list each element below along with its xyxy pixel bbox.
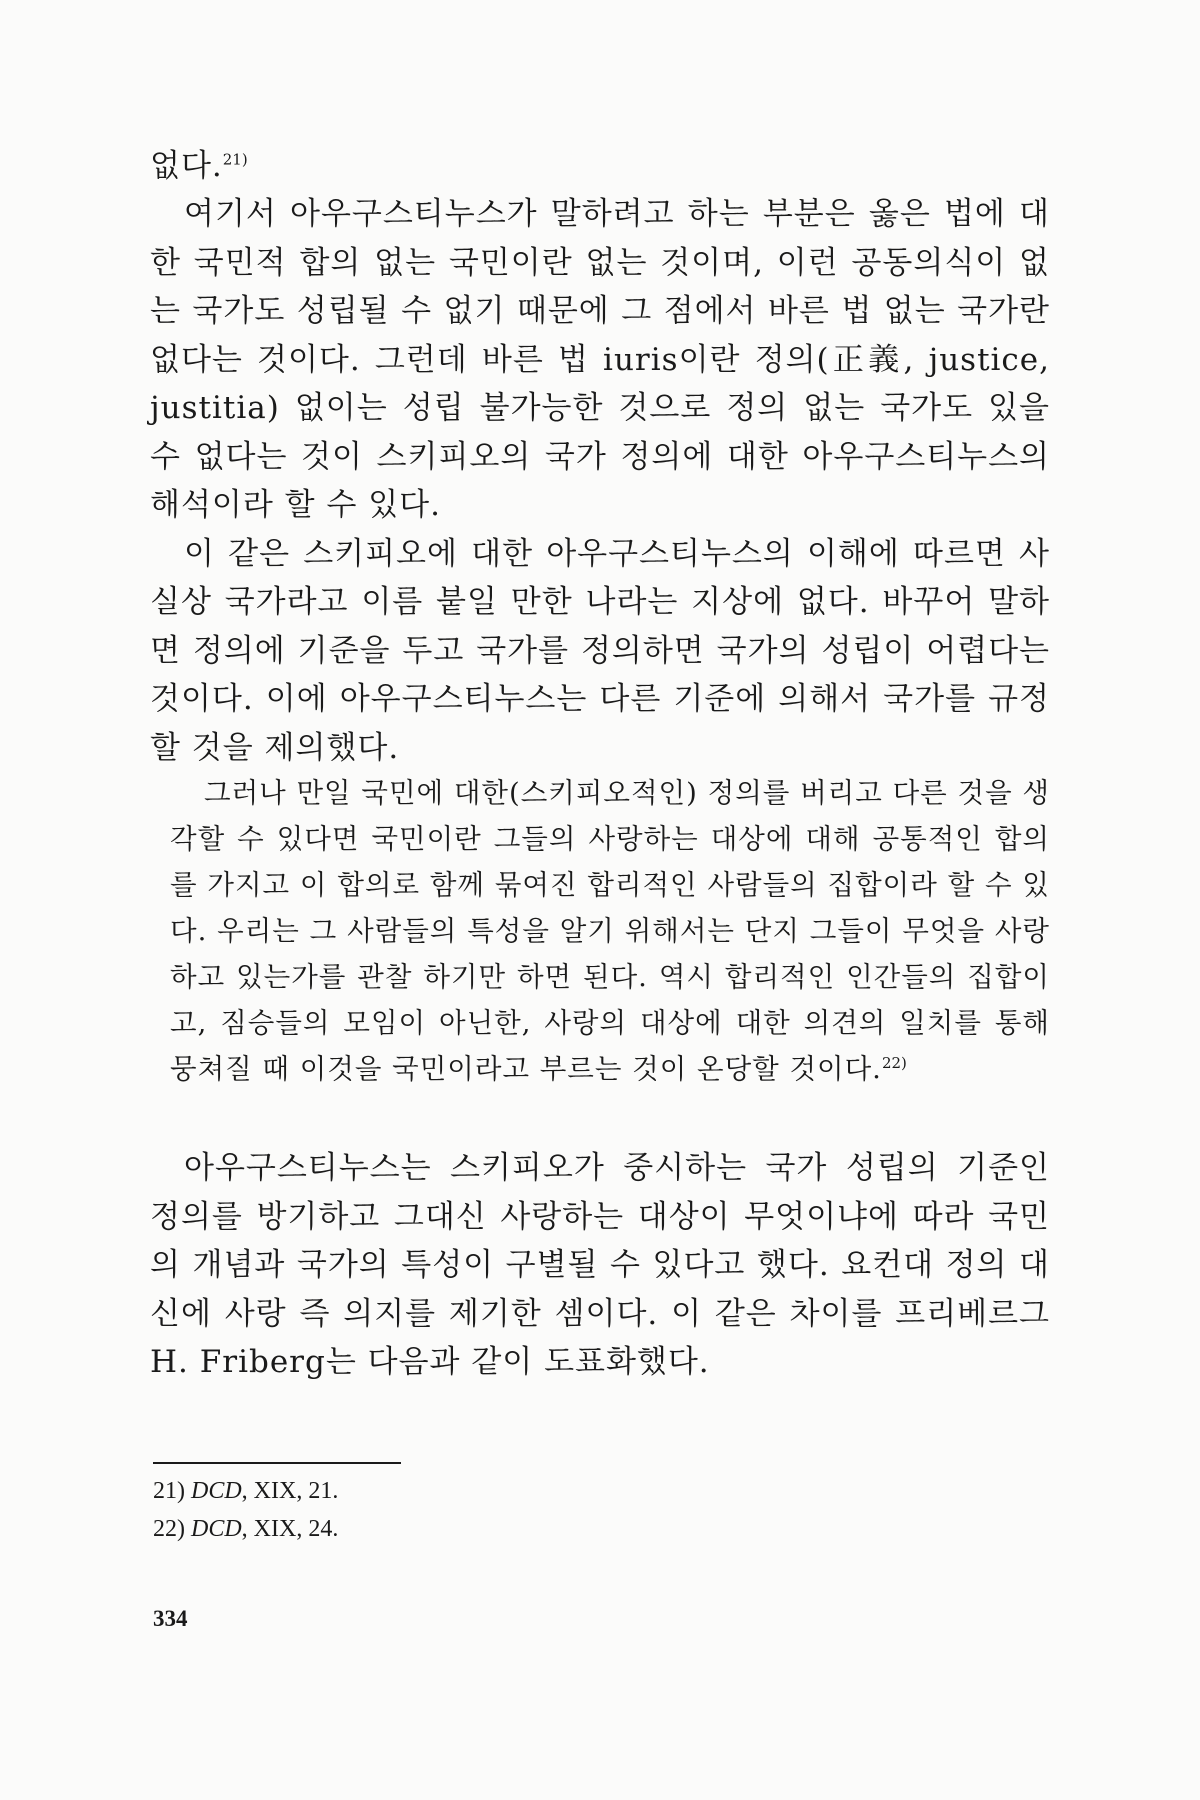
block-quote-text: 그러나 만일 국민에 대한(스키피오적인) 정의를 버리고 다른 것을 생각할 수 있다면 국민이란 그들의 사랑하는 대상에 대해 공통적인 합의를 가지고 이 합의로 함께 묶여진 합리적인 사람들의 집합이라 할 수 있다. 우리는 그 사람들의 특성을 알기 위해서는 단지 그들이 무엇을 사랑하고 있는가를 관찰 하기만 하면 된다. 역시 합리적인 인간들의 집합이고, 짐승들의 모임이 아닌한, 사랑의 대상에 대한 의견의 일치를 통해 뭉쳐질 때 이것을 국민이라고 부르는 것이 온당할 것이다. bbox=[170, 777, 1050, 1085]
footnote-22: 22) DCD, XIX, 24. bbox=[153, 1516, 339, 1542]
footnote-divider bbox=[153, 1462, 401, 1464]
footnote-number: 21) bbox=[153, 1478, 185, 1504]
closing-text bbox=[150, 1144, 1050, 1387]
paragraph-2: 이 같은 스키피오에 대한 아우구스티누스의 이해에 따르면 사실상 국가라고 이름 붙일 만한 나라는 지상에 없다. 바꾸어 말하면 정의에 기준을 두고 국가를 정의하면 국가의 성립이 어렵다는 것이다. 이에 아우구스티누스는 다른 기준에 의해서 국가를 규정할 것을 제의했다. bbox=[150, 535, 1050, 766]
paragraph-3: 아우구스티누스는 스키피오가 중시하는 국가 성립의 기준인 정의를 방기하고 그대신 사랑하는 대상이 무엇이냐에 따라 국민의 개념과 국가의 특성이 구별될 수 있다고 했다. 요컨대 정의 대신에 사랑 즉 의지를 제기한 셈이다. 이 같은 차이를 프리베르그H. Friberg는 다음과 같이 도표화했다. bbox=[150, 1150, 1050, 1380]
block-quote bbox=[170, 770, 1050, 1092]
footnote-reference: XIX, 21. bbox=[253, 1478, 339, 1504]
footnote-source: DCD bbox=[191, 1478, 242, 1504]
paragraph-0-text: 없다. bbox=[150, 148, 223, 184]
footnote-ref-21: 21) bbox=[222, 150, 248, 169]
paragraph-0 bbox=[150, 142, 1050, 191]
page-number: 334 bbox=[153, 1606, 188, 1631]
main-text bbox=[150, 190, 1050, 772]
footnote-source: DCD bbox=[191, 1516, 242, 1542]
footnotes bbox=[153, 1472, 753, 1548]
paragraph-1: 여기서 아우구스티누스가 말하려고 하는 부분은 옳은 법에 대한 국민적 합의 없는 국민이란 없는 것이며, 이런 공동의식이 없는 국가도 성립될 수 없기 때문에 그 점에서 바른 법 없는 국가란 없다는 것이다. 그런데 바른 법 iuris이란 정의(正義, justice, justitia) 없이는 성립 불가능한 것으로 정의 없는 국가도 있을 수 없다는 것이 스키피오의 국가 정의에 대한 아우구스티누스의 해석이라 할 수 있다. bbox=[150, 196, 1050, 523]
footnote-reference: XIX, 24. bbox=[253, 1516, 339, 1542]
footnote-21: 21) DCD, XIX, 21. bbox=[153, 1478, 339, 1504]
footnote-ref-22: 22) bbox=[881, 1053, 907, 1072]
footnote-number: 22) bbox=[153, 1516, 185, 1542]
opening-line bbox=[150, 142, 1050, 191]
